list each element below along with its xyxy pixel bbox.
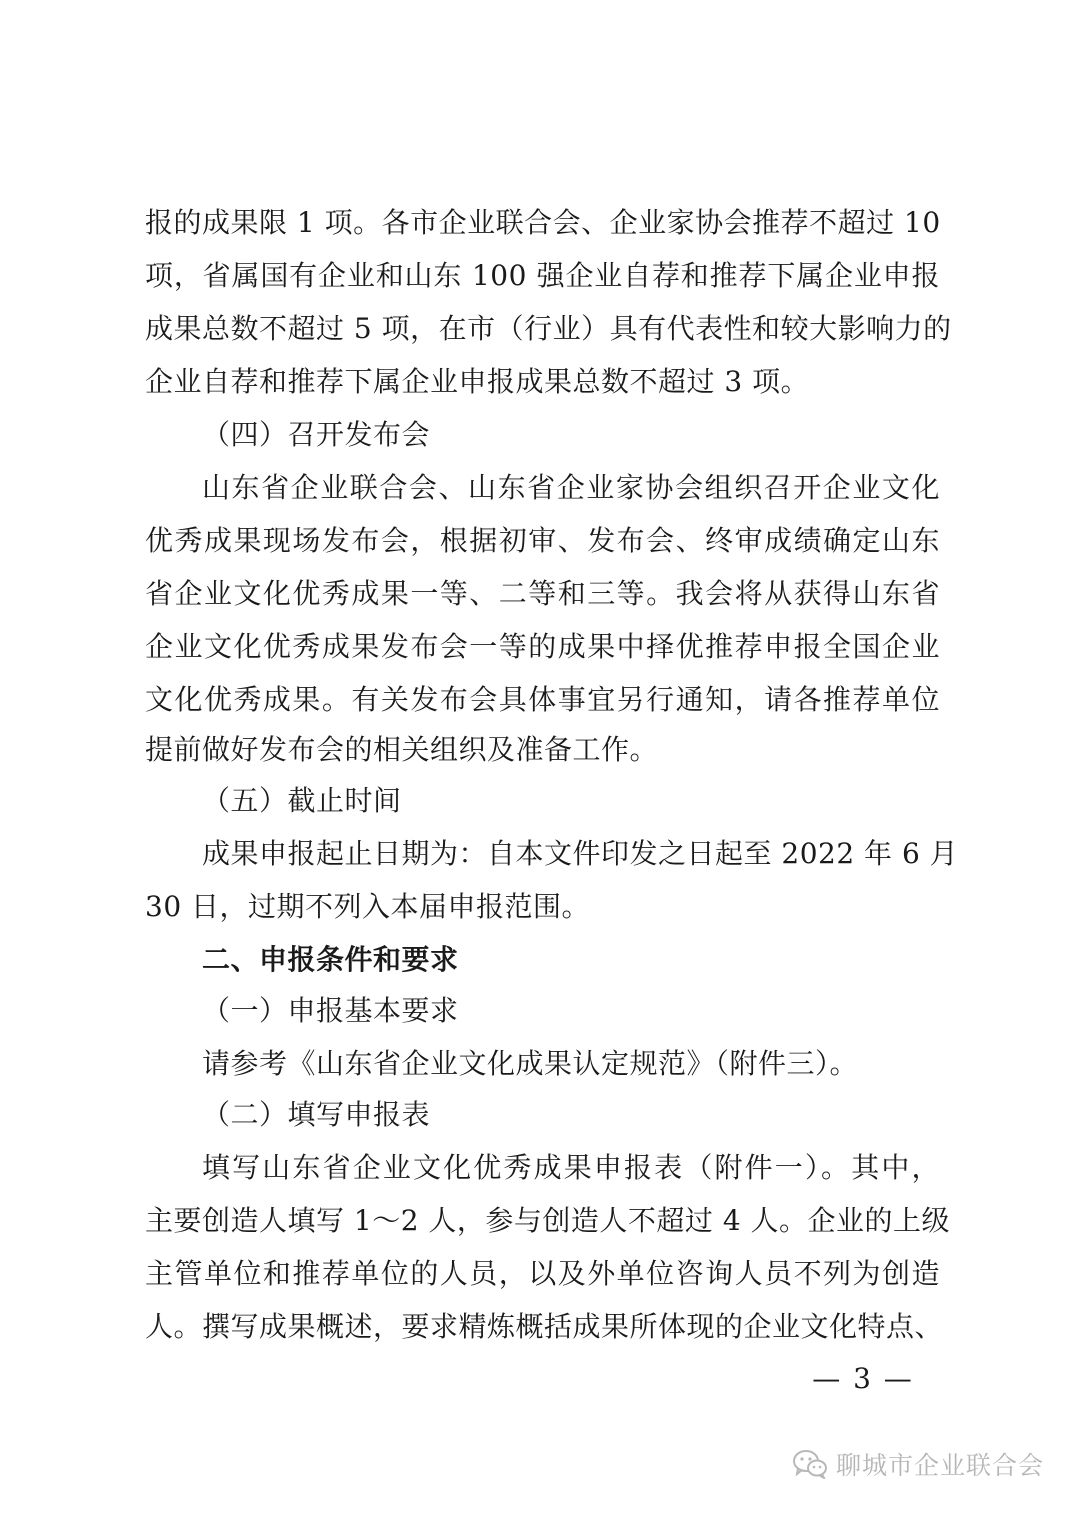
paragraph-line: 人。撰写成果概述，要求精炼概括成果所体现的企业文化特点、: [145, 1310, 944, 1343]
section-heading: （一）申报基本要求: [202, 994, 459, 1027]
wechat-icon: [792, 1449, 828, 1479]
page-number: — 3 —: [812, 1362, 914, 1395]
section-heading: （四）召开发布会: [202, 418, 431, 451]
paragraph-line: 文化优秀成果。有关发布会具体事宜另行通知，请各推荐单位: [145, 683, 940, 716]
watermark-text: 聊城市企业联合会: [836, 1451, 1045, 1480]
paragraph-line: 成果申报起止日期为：自本文件印发之日起至 2022 年 6 月: [202, 837, 959, 870]
section-heading: （五）截止时间: [202, 784, 402, 817]
paragraph-line: 成果总数不超过 5 项，在市（行业）具有代表性和较大影响力的: [145, 312, 952, 345]
chapter-heading: 二、申报条件和要求: [202, 943, 459, 976]
paragraph-line: 报的成果限 1 项。各市企业联合会、企业家协会推荐不超过 10: [145, 206, 941, 239]
paragraph-line: 项，省属国有企业和山东 100 强企业自荐和推荐下属企业申报: [145, 259, 940, 292]
paragraph-line: 请参考《山东省企业文化成果认定规范》（附件三）。: [202, 1047, 859, 1080]
section-heading: （二）填写申报表: [202, 1098, 431, 1131]
paragraph-line: 企业文化优秀成果发布会一等的成果中择优推荐申报全国企业: [145, 630, 940, 663]
paragraph-line: 企业自荐和推荐下属企业申报成果总数不超过 3 项。: [145, 365, 810, 398]
watermark: [792, 1444, 1044, 1484]
paragraph-line: 优秀成果现场发布会，根据初审、发布会、终审成绩确定山东: [145, 524, 940, 557]
paragraph-line: 山东省企业联合会、山东省企业家协会组织召开企业文化: [202, 471, 940, 504]
paragraph-line: 主要创造人填写 1～2 人，参与创造人不超过 4 人。企业的上级: [145, 1204, 951, 1237]
paragraph-line: 省企业文化优秀成果一等、二等和三等。我会将从获得山东省: [145, 577, 940, 610]
paragraph-line: 主管单位和推荐单位的人员，以及外单位咨询人员不列为创造: [145, 1257, 940, 1290]
paragraph-line: 提前做好发布会的相关组织及准备工作。: [145, 733, 659, 766]
paragraph-line: 30 日，过期不列入本届申报范围。: [145, 890, 591, 923]
paragraph-line: 填写山东省企业文化优秀成果申报表（附件一）。其中，: [202, 1151, 940, 1184]
